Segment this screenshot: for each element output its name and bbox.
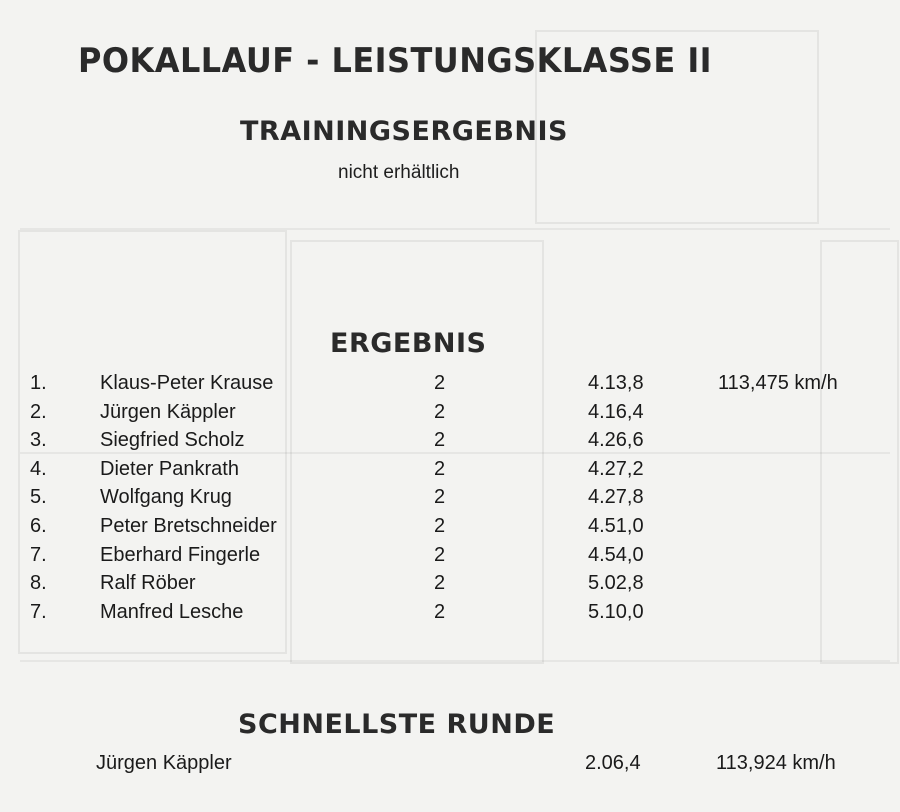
result-position: 4. — [30, 457, 47, 480]
result-driver: Dieter Pankrath — [100, 457, 239, 480]
result-laps: 2 — [434, 400, 446, 423]
result-position: 5. — [30, 486, 47, 509]
result-laps: 2 — [434, 572, 446, 595]
result-laps: 2 — [434, 457, 446, 480]
result-driver: Manfred Lesche — [100, 600, 244, 623]
result-row — [0, 541, 900, 570]
result-laps: 2 — [434, 429, 446, 452]
bleed-through-line — [20, 660, 890, 662]
result-driver: Eberhard Fingerle — [100, 543, 261, 566]
result-driver: Siegfried Scholz — [100, 429, 245, 452]
result-time: 4.13,8 — [588, 372, 644, 394]
fastest-lap-driver: Jürgen Käppler — [96, 752, 232, 774]
page-title: POKALLAUF - LEISTUNGSKLASSE II — [78, 40, 713, 81]
training-heading: TRAININGSERGEBNIS — [240, 116, 569, 148]
result-time: 4.26,6 — [588, 429, 644, 452]
result-time: 4.27,2 — [588, 457, 644, 480]
result-position: 7. — [30, 543, 47, 566]
result-driver: Jürgen Käppler — [100, 400, 236, 423]
result-laps: 2 — [434, 486, 446, 509]
result-time: 4.27,8 — [588, 486, 644, 509]
result-row — [0, 369, 900, 398]
result-row — [0, 426, 900, 455]
result-time: 4.51,0 — [588, 514, 644, 537]
result-row — [0, 483, 900, 512]
result-driver: Wolfgang Krug — [100, 486, 232, 509]
result-laps: 2 — [434, 514, 446, 537]
result-driver: Peter Bretschneider — [100, 514, 277, 537]
result-driver: Klaus-Peter Krause — [100, 372, 274, 394]
result-driver: Ralf Röber — [100, 572, 196, 595]
result-row — [0, 512, 900, 541]
result-position: 8. — [30, 572, 47, 595]
result-position: 3. — [30, 429, 47, 452]
result-laps: 2 — [434, 543, 446, 566]
result-position: 2. — [30, 400, 47, 423]
result-position: 1. — [30, 372, 47, 394]
result-row — [0, 398, 900, 427]
result-position: 6. — [30, 514, 47, 537]
result-laps: 2 — [434, 600, 446, 623]
result-row — [0, 569, 900, 598]
result-position: 7. — [30, 600, 47, 623]
result-row — [0, 598, 900, 627]
bleed-through-line — [20, 228, 890, 230]
result-speed: 113,475 km/h — [718, 372, 838, 394]
fastest-lap-speed: 113,924 km/h — [716, 752, 836, 774]
result-time: 4.16,4 — [588, 400, 644, 423]
fastest-lap-heading: SCHNELLSTE RUNDE — [238, 709, 556, 741]
result-laps: 2 — [434, 372, 446, 394]
result-time: 4.54,0 — [588, 543, 644, 566]
results-table — [0, 369, 900, 626]
result-heading: ERGEBNIS — [330, 328, 487, 360]
fastest-lap-time: 2.06,4 — [585, 752, 641, 774]
training-note: nicht erhältlich — [338, 162, 460, 183]
fastest-lap-row — [0, 748, 900, 778]
result-time: 5.10,0 — [588, 600, 644, 623]
result-row — [0, 455, 900, 484]
result-time: 5.02,8 — [588, 572, 644, 595]
